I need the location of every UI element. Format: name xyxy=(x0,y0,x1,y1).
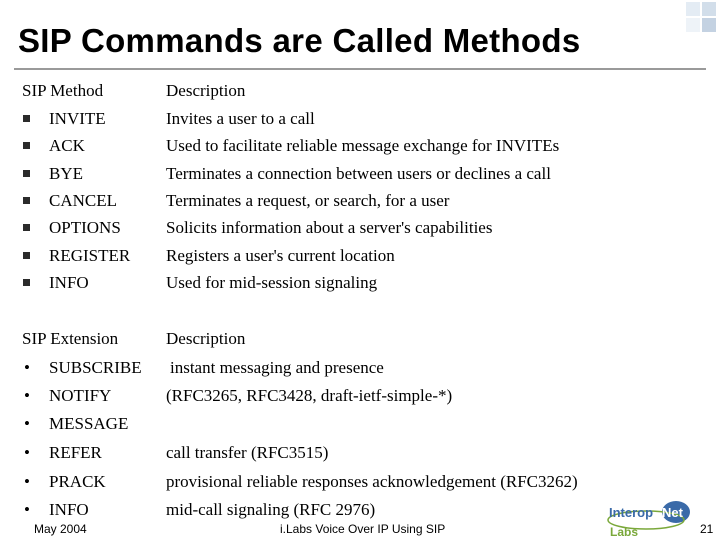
extensions-col1-header: SIP Extension xyxy=(22,329,119,348)
interopnet-labs-logo xyxy=(606,500,692,538)
extension-name: NOTIFY xyxy=(49,386,112,405)
method-description: Invites a user to a call xyxy=(166,109,315,128)
extension-description: call transfer (RFC3515) xyxy=(166,443,329,462)
round-bullet-icon: • xyxy=(24,414,30,433)
methods-col1-header: SIP Method xyxy=(22,81,104,100)
extension-description: mid-call signaling (RFC 2976) xyxy=(166,500,376,519)
method-description: Used for mid-session signaling xyxy=(166,273,378,292)
method-description: Terminates a request, or search, for a user xyxy=(166,191,450,210)
method-description: Solicits information about a server's capabilities xyxy=(166,218,493,237)
extension-description: provisional reliable responses acknowledgement (RFC3262) xyxy=(166,472,578,491)
method-description: Used to facilitate reliable message exchange for INVITEs xyxy=(166,136,560,155)
svg-text:Net: Net xyxy=(662,505,683,520)
method-name: INFO xyxy=(49,273,89,292)
method-name: OPTIONS xyxy=(49,218,121,237)
extension-name: SUBSCRIBE xyxy=(49,358,142,377)
square-bullet-icon xyxy=(23,170,30,177)
method-name: INVITE xyxy=(49,109,106,128)
method-name: REGISTER xyxy=(49,246,131,265)
round-bullet-icon: • xyxy=(24,358,30,377)
footer-title: i.Labs Voice Over IP Using SIP xyxy=(280,522,446,536)
method-description: Terminates a connection between users or declines a call xyxy=(166,164,551,183)
round-bullet-icon: • xyxy=(24,443,30,462)
extension-name: REFER xyxy=(49,443,102,462)
decorative-squares xyxy=(640,0,720,40)
footer-date: May 2004 xyxy=(34,522,87,536)
round-bullet-icon: • xyxy=(24,386,30,405)
square-bullet-icon xyxy=(23,279,30,286)
extension-description: instant messaging and presence xyxy=(170,358,384,377)
square-bullet-icon xyxy=(23,142,30,149)
page-number: 21 xyxy=(700,522,714,536)
round-bullet-icon: • xyxy=(24,500,30,519)
extension-name: PRACK xyxy=(49,472,106,491)
square-bullet-icon xyxy=(23,252,30,259)
extension-description: (RFC3265, RFC3428, draft-ietf-simple-*) xyxy=(166,386,453,405)
method-description: Registers a user's current location xyxy=(166,246,395,265)
method-name: CANCEL xyxy=(49,191,117,210)
extensions-col2-header: Description xyxy=(166,329,246,348)
slide-title: SIP Commands are Called Methods xyxy=(18,22,581,59)
svg-text:Labs: Labs xyxy=(610,525,639,538)
title-divider xyxy=(14,68,706,70)
extension-name: INFO xyxy=(49,500,89,519)
svg-text:Interop: Interop xyxy=(609,505,654,520)
extension-name: MESSAGE xyxy=(49,414,129,433)
methods-col2-header: Description xyxy=(166,81,246,100)
square-bullet-icon xyxy=(23,224,30,231)
square-bullet-icon xyxy=(23,197,30,204)
round-bullet-icon: • xyxy=(24,472,30,491)
method-name: ACK xyxy=(49,136,85,155)
method-name: BYE xyxy=(49,164,83,183)
square-bullet-icon xyxy=(23,115,30,122)
